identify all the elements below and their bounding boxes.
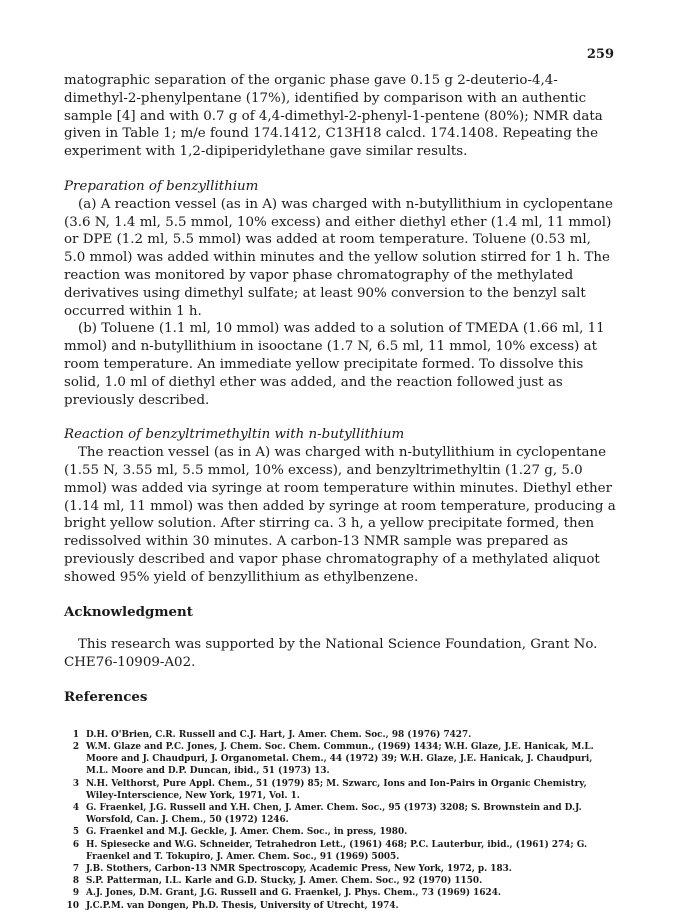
page-number: 259 — [586, 47, 614, 62]
benzyllithium-heading: Preparation of benzyllithium — [64, 178, 259, 194]
reference-item — [64, 802, 616, 826]
reaction-paragraph: The reaction vessel (as in A) was charged with n-butyllithium in cyclopentane (1.55 N, 3.55 ml, 5.5 mmol, 10% excess), and benzyltrimethyltin (1.27 g, 5.0 mmol) was added via syringe at room temperature within minutes. Diethyl ether (1.14 ml, 11 mmol) was then added by syringe at room temperature, producing a bright yellow solution. After stirring ca. 3 h, a yellow precipitate formed, then redissolved within 30 minutes. A carbon-13 NMR sample was prepared as previously described and vapor phase chromatography of a methylated aliquot showed 95% yield of benzyllithium as ethylbenzene. — [64, 445, 616, 585]
acknowledgment-heading: Acknowledgment — [64, 603, 193, 620]
reference-text: J.B. Stothers, Carbon-13 NMR Spectroscopy, Academic Press, New York, 1972, p. 183. — [86, 863, 512, 874]
reaction-heading: Reaction of benzyltrimethyltin with n-butyllithium — [64, 427, 405, 443]
reference-text: G. Fraenkel and M.J. Geckle, J. Amer. Chem. Soc., in press, 1980. — [86, 827, 408, 838]
reference-number: 10 — [66, 900, 79, 911]
reference-text: H. Spiesecke and W.G. Schneider, Tetrahedron Lett., (1961) 468; P.C. Lauterbur, ibid., (1961) 274; G. Fraenkel and T. Tokupiro, J. Amer. Chem. Soc., 91 (1969) 5005. — [86, 839, 588, 862]
reference-text: N.H. Velthorst, Pure Appl. Chem., 51 (1979) 85; M. Szwarc, Ions and Ion-Pairs in Organic Chemistry, Wiley-Interscience, New York, 1971, Vol. 1. — [86, 778, 587, 801]
reference-list — [64, 729, 616, 912]
reference-item — [64, 729, 616, 741]
intro-paragraph: matographic separation of the organic phase gave 0.15 g 2-deuterio-4,4-dimethyl-2-phenylpentane (17%), identified by comparison with an authentic sample [4] and with 0.7 g of 4,4-dimethyl-2-phenyl-1-pentene (80%); NMR data given in Table 1; m/e found 174.1412, C13H18 calcd. 174.1408. Repeating the experiment with 1,2-dipiperidylethane gave similar results. — [64, 73, 603, 160]
reference-item — [64, 875, 616, 887]
reference-item — [64, 778, 616, 802]
reference-item — [64, 887, 616, 899]
reference-number: 6 — [72, 839, 79, 850]
acknowledgment-paragraph: This research was supported by the National Science Foundation, Grant No. CHE76-10909-A02. — [64, 637, 598, 671]
reference-number: 2 — [72, 741, 79, 752]
references-heading: References — [64, 688, 148, 705]
reference-text: S.P. Patterman, I.L. Karle and G.D. Stucky, J. Amer. Chem. Soc., 92 (1970) 1150. — [86, 876, 483, 887]
page-body — [64, 72, 616, 912]
reference-item — [64, 741, 616, 778]
reference-text: D.H. O'Brien, C.R. Russell and C.J. Hart, J. Amer. Chem. Soc., 98 (1976) 7427. — [86, 729, 472, 740]
reference-number: 1 — [72, 729, 79, 740]
reference-number: 5 — [72, 827, 79, 838]
reference-number: 4 — [72, 802, 79, 813]
reference-text: A.J. Jones, D.M. Grant, J.G. Russell and G. Fraenkel, J. Phys. Chem., 73 (1969) 1624. — [86, 888, 501, 899]
reference-item — [64, 863, 616, 875]
reference-item — [64, 826, 616, 838]
reference-number: 7 — [72, 863, 79, 874]
benzyllithium-paragraph-a: (a) A reaction vessel (as in A) was charged with n-butyllithium in cyclopentane (3.6 N, 1.4 ml, 5.5 mmol, 10% excess) and either diethyl ether (1.4 ml, 11 mmol) or DPE (1.2 ml, 5.5 mmol) was added at room temperature. Toluene (0.53 ml, 5.0 mmol) was added within minutes and the yellow solution stirred for 1 h. The reaction was monitored by vapor phase chromatography of the methylated derivatives using dimethyl sulfate; at least 90% conversion to the benzyl salt occurred within 1 h. — [64, 196, 613, 319]
reference-text: G. Fraenkel, J.G. Russell and Y.H. Chen, J. Amer. Chem. Soc., 95 (1973) 3208; S. Brownstein and D.J. Worsfold, Can. J. Chem., 50 (1972) 1246. — [86, 802, 582, 826]
reference-item — [64, 839, 616, 863]
reference-number: 9 — [72, 888, 79, 899]
reference-number: 8 — [72, 876, 79, 887]
reference-text: W.M. Glaze and P.C. Jones, J. Chem. Soc. Chem. Commun., (1969) 1434; W.H. Glaze, J.E. Hanicak, M.L. Moore and J. Chaudpuri, J. Organometal. Chem., 44 (1972) 39; W.H. Glaze, J.E. Hanicak, J. Chaudpuri, M.L. Moore and D.P. Duncan, ibid., 51 (1973) 13. — [86, 741, 594, 777]
benzyllithium-paragraph-b: (b) Toluene (1.1 ml, 10 mmol) was added to a solution of TMEDA (1.66 ml, 11 mmol) and n-butyllithium in isooctane (1.7 N, 6.5 ml, 11 mmol, 10% excess) at room temperature. An immediate yellow precipitate formed. To dissolve this solid, 1.0 ml of diethyl ether was added, and the reaction followed just as previously described. — [64, 321, 605, 408]
reference-text: J.C.P.M. van Dongen, Ph.D. Thesis, University of Utrecht, 1974. — [86, 900, 399, 911]
reference-item — [64, 900, 616, 912]
reference-number: 3 — [72, 778, 79, 789]
